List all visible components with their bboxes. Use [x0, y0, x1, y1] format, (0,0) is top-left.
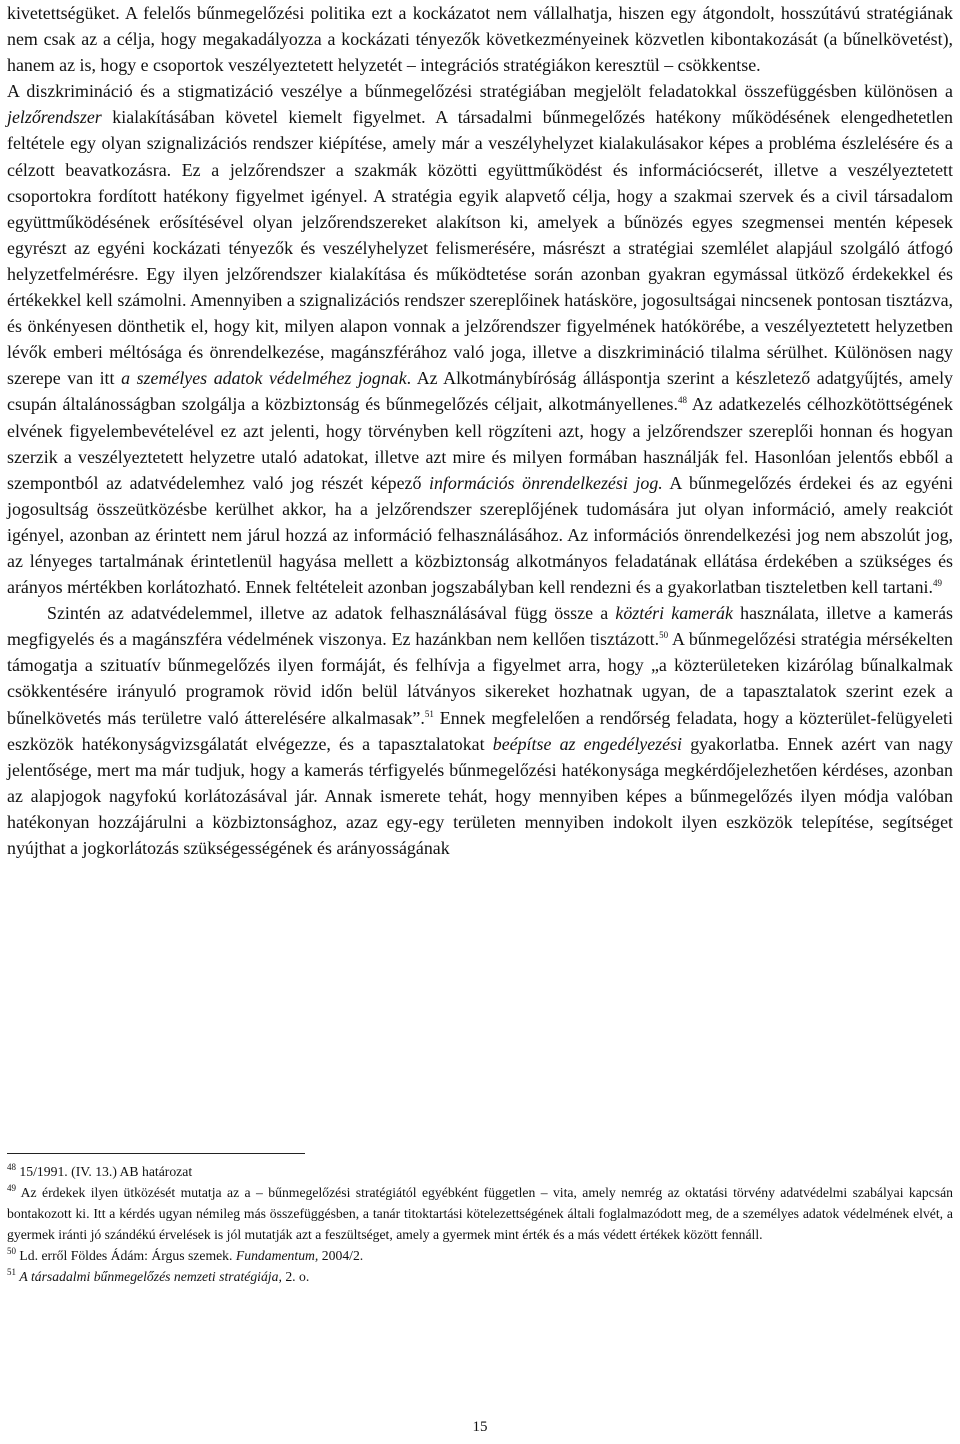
footnote-ref: 51 — [7, 1267, 16, 1277]
italic-text: információs önrendelkezési jog. — [429, 472, 663, 493]
paragraph-1 — [7, 0, 953, 78]
text-run: . Az Alkotmánybíróság álláspontja szerint a készletező adatgyűjtés, amely csupán általánosságban szolgálja a közbiztonság és bűnmegelőzés céljait, alkotmányellenes. — [7, 368, 953, 415]
italic-text: A társadalmi bűnmegelőzés nemzeti stratégiája, — [19, 1269, 282, 1284]
footnote-ref: 49 — [932, 578, 942, 589]
footnotes — [7, 1161, 953, 1287]
footnote-ref: 49 — [7, 1183, 16, 1193]
text-run: Az adatkezelés célhozkötöttségének elvének figyelembevételével ez azt jelenti, hogy törvényben kell rögzíteni azt, hogy a jelzőrendszer szereplői honnan és hogyan szerzik a veszélyeztetett helyzetre utaló adatokat, illetve azt mire és milyen formában használják fel. Hasonlóan jelentős ebből a szempontból az adatvédelemhez való jog részét képező — [7, 394, 953, 493]
text-run: 15/1991. (IV. 13.) AB határozat — [16, 1164, 193, 1179]
text-run: 2. o. — [281, 1269, 310, 1284]
page-number: 15 — [472, 1419, 488, 1435]
text-run: A diszkrimináció és a stigmatizáció veszélye a bűnmegelőzési stratégiában megjelölt feladatokkal összefüggésben különösen a — [7, 81, 953, 102]
footnote-ref: 50 — [7, 1246, 16, 1256]
text-run: A bűnmegelőzési stratégia mérsékelten támogatja a szituatív bűnmegelőzés ilyen formáját, és felhívja a figyelmet arra, hogy „a közterületeken kizárólag bűnalkalmak csökkentésére irányuló programok rövid időn belül látványos sikereket hozhatnak ugyan, de a tapasztalatok szerint ezek a bűnelkövetés más területre való átterelésére alkalmasak”. — [7, 629, 953, 728]
italic-text: a személyes adatok védelméhez jognak — [121, 368, 407, 389]
footnote-49 — [7, 1182, 953, 1245]
body-text — [7, 0, 953, 861]
italic-text: Fundamentum, — [235, 1248, 319, 1263]
text-run: Ld. erről Földes Ádám: Árgus szemek. — [16, 1248, 236, 1263]
text-run: kialakításában követel kiemelt figyelmet. A társadalmi bűnmegelőzés hatékony működésének elengedhetetlen feltétele egy olyan szignalizációs rendszer kiépítése, amely már a veszélyhelyzet kialakulásakor képes a probléma észlelésére és a célzott beavatkozásra. Ez a jelzőrendszer a szakmák közötti együttműködést és információcserét, illetve a veszélyeztetett csoportokra fordított hatékony figyelmet igényel. A stratégia egyik alapvető célja, hogy a szakmai szervek és a civil társadalom együttműködésének erősítésével olyan jelzőrendszereket alakítson ki, amelyek a bűnözés egyes szegmensei mentén képesek egyrészt az egyéni kockázati tényezők és veszélyhelyzet felismerésére, másrészt a stratégiai szemlélet alapjául szolgáló átfogó helyzetfelmérésre. Egy ilyen jelzőrendszer kialakítása és működtetése során azonban gyakran egymással ütköző érdekekkel és értékekkel kell számolni. Amennyiben a szignalizációs rendszer szereplőinek hatásköre, jogosultságai nincsenek pontosan tisztázva, és önkényesen dönthetik el, hogy kit, milyen alapon vonnak a jelzőrendszer figyelmének hatókörébe, a veszélyeztetett helyzetben lévők emberi méltósága és önrendelkezése, magánszférához való joga, illetve a diszkrimináció tilalma sérülhet. Különösen nagy szerepe van itt — [7, 107, 953, 389]
paragraph-2 — [7, 78, 953, 600]
italic-text: beépítse az engedélyezési — [492, 733, 683, 754]
text-run: Szintén az adatvédelemmel, illetve az adatok felhasználásával függ össze a — [47, 603, 616, 624]
footnote-ref: 48 — [678, 395, 687, 406]
footnote-50 — [7, 1245, 953, 1266]
text-run: Ennek megfelelően a rendőrség feladata, hogy a közterület-felügyeleti eszközök hatékonyságvizsgálatát elvégezze, és a tapasztalatokat — [7, 707, 953, 754]
footnote-48 — [7, 1161, 953, 1182]
text-run: 2004/2. — [318, 1248, 364, 1263]
italic-text: köztéri kamerák — [615, 603, 733, 624]
footnote-separator — [7, 1153, 305, 1154]
text-run: használata, illetve a kamerás megfigyelés és a magánszféra védelmének viszonya. Ez hazánkban nem kellően tisztázott. — [7, 603, 953, 650]
text-run: gyakorlatba. Ennek azért van nagy jelentősége, mert ma már tudjuk, hogy a kamerás térfigyelés bűnmegelőzési hatékonysága megkérdőjelezhetően kérdéses, azonban az alapjogok nagyfokú korlátozásával jár. Annak ismerete tehát, hogy mennyiben képes a bűnmegelőzés ilyen módja valóban hatékonyan hozzájárulni a közbiztonsághoz, azaz egy-egy területen mennyiben indokolt ilyen eszközök telepítése, segítséget nyújthat a jogkorlátozás szükségességének és arányosságának — [7, 733, 953, 858]
italic-text: jelzőrendszer — [7, 107, 102, 128]
footnote-ref: 48 — [7, 1162, 16, 1172]
text-run: Az érdekek ilyen ütközését mutatja az a – bűnmegelőzési stratégiától egyébként független – vita, amely nemrég az oktatási törvény adatvédelmi szabályai kapcsán bontakozott ki. Itt a kérdés ugyan némileg más összefüggésben, a tanár titoktartási kötelezettségének általi foglalmazódott meg, de a személyes adatok védelmének elvét, a gyermek iránti jó szándékú érvelések is jól mutatják azt a feszültséget, amely a gyermek mint érték és a más védett értékek között fennáll. — [7, 1185, 953, 1242]
footnote-ref: 50 — [659, 630, 669, 641]
paragraph-3 — [7, 600, 953, 861]
footnote-51 — [7, 1266, 953, 1287]
text-run: kivetettségüket. A felelős bűnmegelőzési politika ezt a kockázatot nem vállalhatja, hiszen egy átgondolt, hosszútávú stratégiának nem csak az a célja, hogy megakadályozza a kockázati tényezők következményeinek közvetlen kibontakozását (a bűnelkövetést), hanem az is, hogy e csoportok veszélyeztetett helyzetét – integrációs stratégiákon keresztül – csökkentse. — [7, 3, 953, 76]
footnote-ref: 51 — [424, 708, 434, 719]
text-run: A bűnmegelőzés érdekei és az egyéni jogosultság összeütközésbe kerülhet akkor, ha a jelzőrendszer szereplőjének tudomására jut olyan információ, amely reakciót igényel, azonban az érintett nem járul hozzá az információ felhasználásához. Az információs önrendelkezési jog nem abszolút jog, az lényeges tartalmának érintetlenül hagyása mellett a közbiztonság alkotmányos feladatának ellátása érdekében a szükséges és arányos mértékben korlátozható. Ennek feltételeit azonban jogszabályban kell rendezni és a gyakorlatban tiszteletben kell tartani. — [7, 472, 954, 598]
